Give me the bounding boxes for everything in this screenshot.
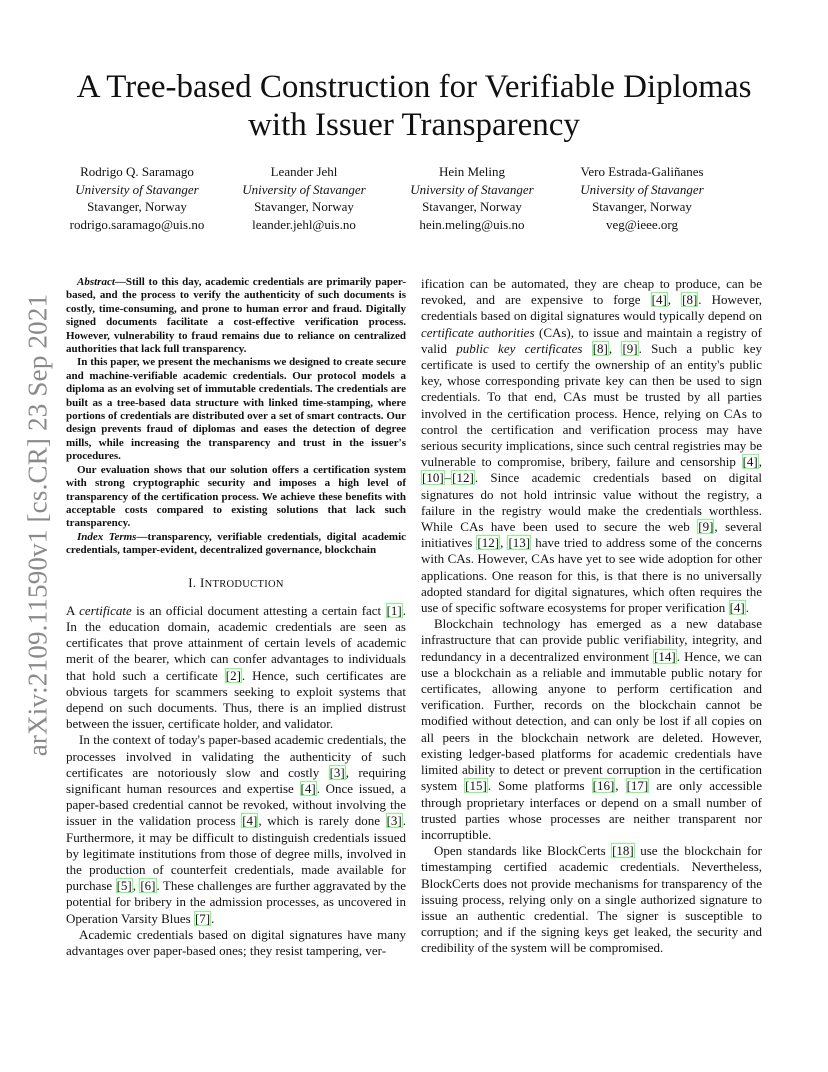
abstract-paragraph-3: Our evaluation shows that our solution offers a certification system with strong cryptographic security and imposes a high level of transparency of the certification process. We achieve these benefits with acceptable costs compared to existing solutions that lack such transparency. <box>66 463 406 530</box>
author-email: hein.meling@uis.no <box>419 216 525 232</box>
citation-link[interactable]: [4] <box>651 292 667 308</box>
citation-link[interactable]: [16] <box>592 778 615 794</box>
author-affiliation: University of Stavanger <box>75 181 199 197</box>
paragraph <box>421 843 762 956</box>
text-run: Open standards like BlockCerts <box>434 843 612 859</box>
text-run: , <box>500 535 508 551</box>
section-heading <box>66 575 406 593</box>
author-location: Stavanger, Norway <box>254 199 354 214</box>
citation-link[interactable]: [4] <box>242 813 258 829</box>
text-run: , <box>615 778 626 794</box>
citation-link[interactable]: [15] <box>465 778 487 794</box>
author-location: Stavanger, Norway <box>87 199 187 214</box>
author-email: rodrigo.saramago@uis.no <box>69 216 205 232</box>
citation-link[interactable]: [8] <box>592 340 608 356</box>
citation-link[interactable]: [6] <box>140 878 156 894</box>
citation-link[interactable]: [18] <box>612 843 634 859</box>
citation-link[interactable]: [13] <box>508 535 531 551</box>
citation-link[interactable]: [4] <box>742 454 758 470</box>
text-run: I. <box>188 574 197 590</box>
abstract-paragraph-2: In this paper, we present the mechanisms we designed to create secure and machine-verifiable academic credentials. Our protocol models a diploma as an evolving set of immutable credentials. The credentials are built as a tree-based data structure with linked time-stamping, where portions of credentials are distributed over a set of smart contracts. Our design prevents fraud of diplomas and eases the detection of degree mills, while increasing the transparency and trust in the issuer's procedures. <box>66 356 406 463</box>
text-run: , which is rarely done <box>258 813 386 829</box>
author-location: Stavanger, Norway <box>422 199 522 214</box>
citation-link[interactable]: [3] <box>386 813 402 829</box>
author-email: leander.jehl@uis.no <box>252 216 356 232</box>
text-run: . <box>745 600 749 616</box>
citation-link[interactable]: [12] <box>452 470 474 486</box>
text-run: . Furthermore, it may be difficult to distinguish credentials issued by legitimate institutions from those of degree mills, involved in the production of counterfeit credentials, made available for purchase <box>66 813 406 894</box>
right-column <box>421 276 762 957</box>
arxiv-stamp <box>18 290 58 760</box>
text-run: , <box>132 878 140 894</box>
text-run: – <box>444 470 452 486</box>
index-terms-text: —transparency, verifiable credentials, digital academic credentials, tamper-evident, decentralized governance, blockchain <box>66 530 407 557</box>
citation-link[interactable]: [8] <box>682 292 698 308</box>
text-run: use the blockchain for timestamping certified academic credentials. Nevertheless, BlockCerts does not provide mechanisms for transparency of the issuing process, relying only on a single authorized signature to issue an authentic credential. The signer is susceptible to corruption; and if the signing keys get leaked, the security and credibility of the system will be compromised. <box>421 843 763 956</box>
text-run: A <box>66 602 80 618</box>
title-line-2: with Issuer Transparency <box>248 107 580 143</box>
index-terms <box>66 531 406 558</box>
text-run: have tried to address some of the concerns with CAs. However, CAs have yet to see wide adoption for other applications. One reason for this, is that there is no universally adopted standard for digital signatures, which often requires the use of specific software ecosystems for proper verification <box>421 535 763 616</box>
text-run: . Hence, such certificates are obvious targets for scammers seeking to exploit systems that depend on such documents. Thus, there is an implied distrust between the issuer, certificate holder, and validator. <box>66 667 406 732</box>
citation-link[interactable]: [7] <box>194 910 211 926</box>
citation-link[interactable]: [10] <box>422 470 444 486</box>
author-affiliation: University of Stavanger <box>410 181 534 197</box>
abstract-paragraph-1 <box>66 276 406 356</box>
text-run: . However, credentials based on digital signatures would typically depend on <box>421 292 763 324</box>
abstract-label: Abstract <box>77 276 115 288</box>
author-affiliation: University of Stavanger <box>580 181 704 197</box>
emphasized-text: certificate <box>79 602 132 618</box>
title-line-1: A Tree-based Construction for Verifiable Diplomas <box>76 69 752 105</box>
author-name: Leander Jehl <box>270 164 338 179</box>
paragraph <box>66 603 406 733</box>
text-run: NTRODUCTION <box>204 578 284 590</box>
citation-link[interactable]: [4] <box>729 600 745 616</box>
author-name: Vero Estrada-Galiñanes <box>580 164 704 179</box>
arxiv-stamp-text: arXiv:2109.11590v1 [cs.CR] 23 Sep 2021 <box>22 293 53 757</box>
citation-link[interactable]: [9] <box>622 340 638 356</box>
text-run: I <box>199 574 205 590</box>
citation-link[interactable]: [3] <box>329 764 345 780</box>
citation-link[interactable]: [14] <box>654 648 676 664</box>
text-run: Blockchain technology has emerged as a new database infrastructure that can provide public verifiability, integrity, and redundancy in a decentralized environment <box>421 616 762 664</box>
paper-title <box>0 68 828 144</box>
text-run: . Such a public key certificate is used to certify the ownership of an entity's public key, whose corresponding private key can then be used to sign credentials. To that end, CAs must be trusted by all parties involved in the certification process. Hence, relying on CAs to control the certification and verification process may have serious security implications, since such central registries may be vulnerable to compromise, bribery, failure and censorship <box>421 340 763 470</box>
text-run: . Once issued, a paper-based credential cannot be revoked, without involving the issuer in the validation process <box>66 780 406 829</box>
text-run: is an official document attesting a certain fact <box>131 602 386 618</box>
paragraph <box>421 616 762 843</box>
text-run: . Hence, we can use a blockchain as a reliable and immutable public notary for certificates, allowing anyone to perform certification and verification. Further, records on the blockchain cannot be modified without detection, and can only be lost if all copies on all peers in the blockchain network are deleted. However, existing ledger-based platforms for academic credentials have limited ability to detect or prevent corruption in the certification system <box>421 648 762 794</box>
citation-link[interactable]: [17] <box>626 778 649 794</box>
paragraph <box>66 732 406 926</box>
text-run: . Since academic credentials based on digital signatures do not hold intrinsic value without the registry, a failure in the registry would make the credentials worthless. While CAs have been used to secure the web <box>421 470 762 535</box>
text-run: , <box>667 292 682 308</box>
text-run: are only accessible through proprietary interfaces or depend on a small number of trusted parties whose processes are neither transparent nor incorruptible. <box>421 778 762 842</box>
text-run: ification can be automated, they are cheap to produce, can be revoked, and are expensive to forge <box>421 276 762 308</box>
left-column <box>66 276 406 959</box>
citation-link[interactable]: [2] <box>225 667 241 683</box>
paragraph: Academic credentials based on digital signatures have many advantages over paper-based ones; they resist tampering, ver- <box>66 926 406 958</box>
text-run: , <box>758 454 762 470</box>
author-name: Rodrigo Q. Saramago <box>80 164 194 179</box>
text-run: , requiring significant human resources and expertise <box>66 764 406 796</box>
abstract <box>66 276 406 531</box>
citation-link[interactable]: [4] <box>300 780 316 796</box>
text-run: , several initiatives <box>421 519 762 551</box>
text-run: . In the education domain, academic credentials are seen as certificates that prove attainment of certain levels of academic merit of the bearer, which can confer advantages to individuals that hold such a certificate <box>66 602 406 683</box>
author-affiliation: University of Stavanger <box>242 181 366 197</box>
text-run: —Still to this day, academic credentials are primarily paper-based, and the process to verify the authenticity of such documents is costly, time-consuming, and prone to human error and fraud. Digitally signed documents facilitate a cost-effective verification process. However, vulnerability to fraud remains due to reliance on centralized authorities that lack full transparency. <box>66 276 406 356</box>
author-location: Stavanger, Norway <box>592 199 692 214</box>
author-block <box>60 163 800 243</box>
left-body <box>66 603 406 959</box>
emphasized-text: certificate authorities <box>421 324 535 340</box>
author-3 <box>377 163 567 233</box>
text-run: . Some platforms <box>487 778 592 794</box>
author-2 <box>209 163 399 233</box>
paragraph <box>421 276 762 616</box>
text-run: , <box>608 340 622 356</box>
author-name: Hein Meling <box>438 164 506 179</box>
citation-link[interactable]: [12] <box>477 535 500 551</box>
author-4 <box>547 163 737 233</box>
emphasized-text: public key certificates <box>456 340 583 356</box>
text-run <box>582 341 591 356</box>
index-terms-label: Index Terms <box>77 530 137 543</box>
citation-link[interactable]: [1] <box>386 602 402 618</box>
text-run: In the context of today's paper-based academic credentials, the processes involved in validating the authenticity of such certificates are notoriously slow and costly <box>66 732 406 780</box>
text-run: . These challenges are further aggravated by the potential for bribery in the admission processes, as uncovered in Operation Varsity Blues <box>66 878 407 926</box>
text-run: . <box>211 910 215 926</box>
author-1 <box>42 163 232 233</box>
citation-link[interactable]: [9] <box>698 519 714 535</box>
citation-link[interactable]: [5] <box>116 878 132 894</box>
text-run: (CAs), to issue and maintain a registry of valid <box>421 324 762 356</box>
author-email: veg@ieee.org <box>605 216 678 232</box>
